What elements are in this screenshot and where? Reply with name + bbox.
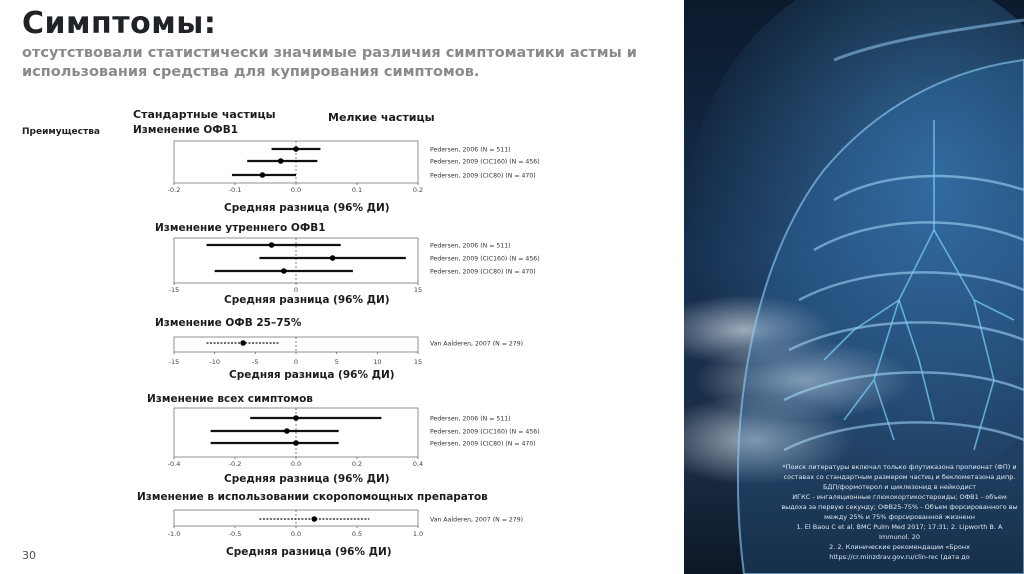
tick-label: 0.0 bbox=[290, 530, 302, 538]
plot-title-rescue-medication: Изменение в использовании скоропомощных препаратов bbox=[137, 491, 488, 503]
tick-label: -1.0 bbox=[167, 530, 181, 538]
study-label: Pedersen, 2009 (CIC80) (N = 470) bbox=[430, 172, 536, 180]
tick-label: -0.4 bbox=[167, 460, 181, 468]
study-label: Pedersen, 2006 (N = 511) bbox=[430, 242, 511, 250]
plot-title-morning-fev1: Изменение утреннего ОФВ1 bbox=[155, 222, 326, 234]
tick-label: 15 bbox=[413, 358, 423, 366]
study-label: Pedersen, 2009 (CIC160) (N = 456) bbox=[430, 158, 540, 166]
footnote-line: *Поиск литературы включал только флутиказона пропионат (ФП) и bbox=[782, 463, 1017, 471]
study-label: Pedersen, 2009 (CIC80) (N = 470) bbox=[430, 268, 536, 276]
tick-label: 0.0 bbox=[290, 460, 302, 468]
tick-label: -0.2 bbox=[167, 186, 181, 194]
tick-label: -10 bbox=[209, 358, 220, 366]
point-estimate bbox=[293, 440, 299, 446]
slide-subtitle: отсутствовали статистически значимые различия симптоматики астмы и использования средства для купирования симптомов. bbox=[22, 45, 637, 80]
study-label: Van Aalderen, 2007 (N = 279) bbox=[430, 516, 524, 524]
point-estimate bbox=[330, 255, 336, 261]
tick-label: 0 bbox=[293, 286, 299, 294]
tick-label: 0.4 bbox=[412, 460, 424, 468]
tick-label: 0 bbox=[293, 358, 299, 366]
header-standard-particles: Стандартные частицы bbox=[133, 108, 276, 121]
point-estimate bbox=[240, 340, 246, 346]
plot-title-fev-25-75: Изменение ОФВ 25–75% bbox=[155, 317, 302, 329]
advantages-label: Преимущества bbox=[22, 127, 100, 137]
point-estimate bbox=[260, 172, 266, 178]
study-label: Pedersen, 2009 (CIC80) (N = 470) bbox=[430, 440, 536, 448]
tick-label: 1.0 bbox=[412, 530, 424, 538]
xlabel-rescue-medication: Средняя разница (96% ДИ) bbox=[226, 546, 392, 558]
tick-label: 0.0 bbox=[290, 186, 302, 194]
tick-label: 0.2 bbox=[351, 460, 363, 468]
footnote-line: составах со стандартным размером частиц и беклометазона дипр. bbox=[783, 473, 1016, 481]
xlabel-fev-25-75: Средняя разница (96% ДИ) bbox=[229, 369, 395, 381]
point-estimate bbox=[293, 146, 299, 152]
tick-label: 10 bbox=[373, 358, 382, 366]
tick-label: -0.5 bbox=[228, 530, 242, 538]
point-estimate bbox=[281, 268, 287, 274]
slide-number: 30 bbox=[22, 549, 36, 562]
study-label: Pedersen, 2006 (N = 511) bbox=[430, 146, 511, 154]
tick-label: -15 bbox=[168, 286, 180, 294]
footnote-line: между 25% и 75% форсированной жизненн bbox=[824, 513, 975, 521]
study-label: Van Aalderen, 2007 (N = 279) bbox=[430, 340, 524, 348]
point-estimate bbox=[278, 158, 284, 164]
footnote-line: ИГКС - ингаляционные глюкокортикостероиды; ОФВ1 - объем bbox=[792, 493, 1007, 501]
xlabel-fev1: Средняя разница (96% ДИ) bbox=[224, 202, 390, 214]
point-estimate bbox=[293, 415, 299, 421]
point-estimate bbox=[269, 242, 275, 248]
tick-label: -5 bbox=[252, 358, 259, 366]
footnote-line: БДП/формотерол и циклезонид в нейкодист bbox=[822, 483, 977, 491]
tick-label: 15 bbox=[413, 286, 423, 294]
xlabel-morning-fev1: Средняя разница (96% ДИ) bbox=[224, 294, 390, 306]
footnote-line: 1. El Baou C et al. BMC Pulm Med 2017; 17:31; 2. Lipworth B. A bbox=[796, 523, 1003, 531]
slide-title: Симптомы: bbox=[22, 6, 217, 41]
study-label: Pedersen, 2006 (N = 511) bbox=[430, 415, 511, 423]
xlabel-all-symptoms: Средняя разница (96% ДИ) bbox=[224, 473, 390, 485]
footnote-line: https://cr.minzdrav.gov.ru/clin-rec (дата до bbox=[829, 553, 970, 561]
tick-label: -0.1 bbox=[228, 186, 242, 194]
header-fine-particles: Мелкие частицы bbox=[328, 111, 435, 124]
footnote-line: 2. 2. Клинические рекомендации «Бронх bbox=[829, 543, 970, 551]
study-label: Pedersen, 2009 (CIC160) (N = 456) bbox=[430, 255, 540, 263]
tick-label: 5 bbox=[334, 358, 339, 366]
footnote-references bbox=[775, 462, 1024, 562]
tick-label: 0.5 bbox=[351, 530, 363, 538]
tick-label: 0.2 bbox=[412, 186, 424, 194]
footnote-line: выдоха за первую секунду; ОФВ25-75% - Объем форсированного вы bbox=[781, 503, 1018, 511]
tick-label: 0.1 bbox=[351, 186, 363, 194]
point-estimate bbox=[312, 516, 318, 522]
plot-title-all-symptoms: Изменение всех симптомов bbox=[147, 393, 313, 405]
footnote-line: Immunol. 20 bbox=[878, 533, 920, 541]
plot-title-fev1: Изменение ОФВ1 bbox=[133, 124, 239, 136]
study-label: Pedersen, 2009 (CIC160) (N = 456) bbox=[430, 428, 540, 436]
tick-label: -0.2 bbox=[228, 460, 242, 468]
tick-label: -15 bbox=[168, 358, 180, 366]
point-estimate bbox=[284, 428, 290, 434]
